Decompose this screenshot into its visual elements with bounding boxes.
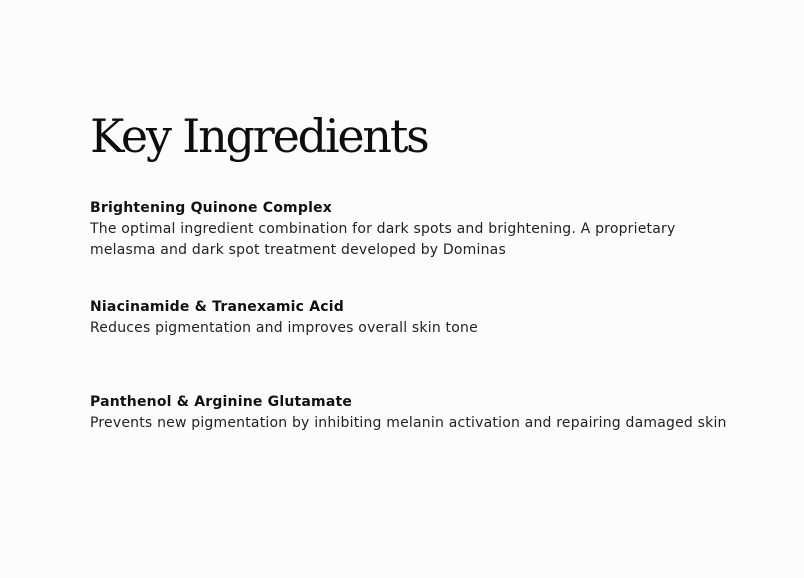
ingredient-description: Prevents new pigmentation by inhibiting melanin activation and repairing damaged skin [90,415,727,431]
ingredient-description: The optimal ingredient combination for dark spots and brightening. A proprietary melasma and dark spot treatment developed by Dominas [90,221,676,258]
page-title: Key Ingredients [90,109,428,163]
ingredient-description: Reduces pigmentation and improves overall skin tone [90,320,478,336]
ingredient-item [90,392,730,434]
ingredient-name: Brightening Quinone Complex [90,200,332,216]
ingredient-item [90,297,730,339]
ingredient-name: Panthenol & Arginine Glutamate [90,394,353,410]
ingredient-item [90,198,730,261]
ingredient-name: Niacinamide & Tranexamic Acid [90,299,344,315]
key-ingredients-header [90,108,730,164]
